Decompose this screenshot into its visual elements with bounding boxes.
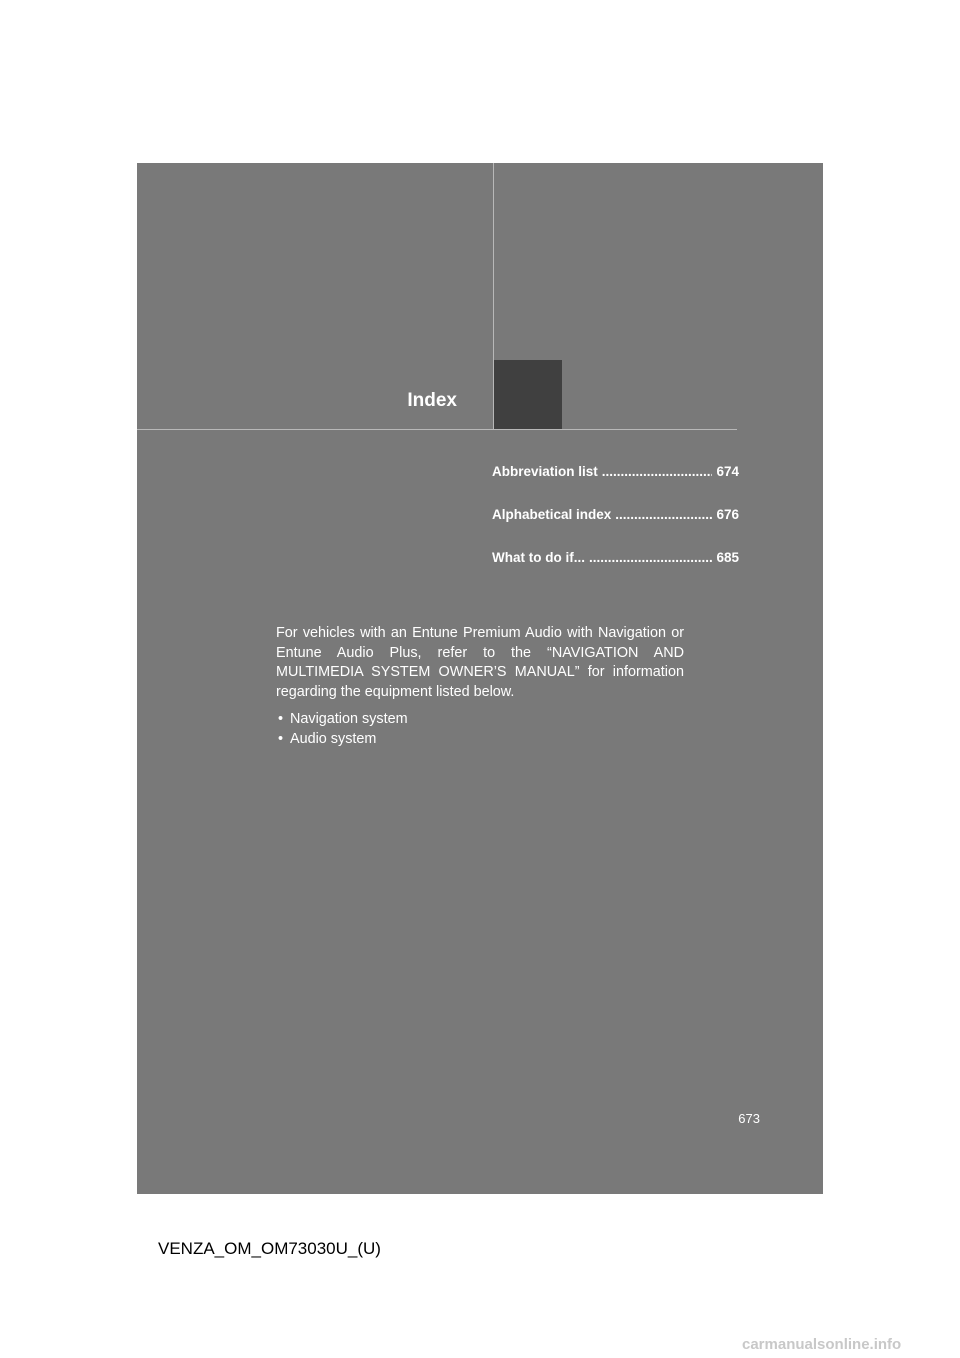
table-of-contents: [492, 464, 739, 593]
toc-entry-label: What to do if...: [492, 550, 585, 565]
toc-entry-abbreviation-list[interactable]: [492, 464, 739, 485]
document-footer-code: VENZA_OM_OM73030U_(U): [158, 1239, 381, 1258]
note-paragraph: For vehicles with an Entune Premium Audio with Navigation or Entune Audio Plus, refer to the “NAVIGATION AND MULTIMEDIA SYSTEM OWNER’S MANUAL” for information regarding the equipment listed below.: [276, 625, 684, 700]
toc-leader-dots: [589, 550, 712, 565]
navigation-note: [276, 624, 684, 749]
watermark: carmanualsonline.info: [742, 1336, 902, 1353]
list-item: [276, 710, 684, 730]
list-item: [276, 730, 684, 750]
toc-entry-page: 674: [716, 464, 739, 479]
toc-entry-alphabetical-index[interactable]: [492, 507, 739, 528]
toc-entry-what-to-do-if[interactable]: [492, 550, 739, 571]
toc-leader-dots: [602, 464, 713, 479]
toc-entry-page: 676: [716, 507, 739, 522]
toc-leader-dots: [615, 507, 712, 522]
bullet-icon: •: [278, 730, 284, 747]
list-item-text: Navigation system: [290, 711, 408, 727]
toc-entry-page: 685: [716, 550, 739, 565]
toc-entry-label: Abbreviation list: [492, 464, 598, 479]
page-number: 673: [738, 1111, 760, 1126]
section-tab: [494, 360, 562, 429]
horizontal-divider: [137, 429, 737, 430]
toc-entry-label: Alphabetical index: [492, 507, 612, 522]
section-title: Index: [407, 390, 457, 411]
bullet-icon: •: [278, 711, 284, 727]
list-item-text: Audio system: [290, 730, 377, 747]
equipment-list: [276, 710, 684, 749]
page-panel: [137, 163, 823, 1194]
